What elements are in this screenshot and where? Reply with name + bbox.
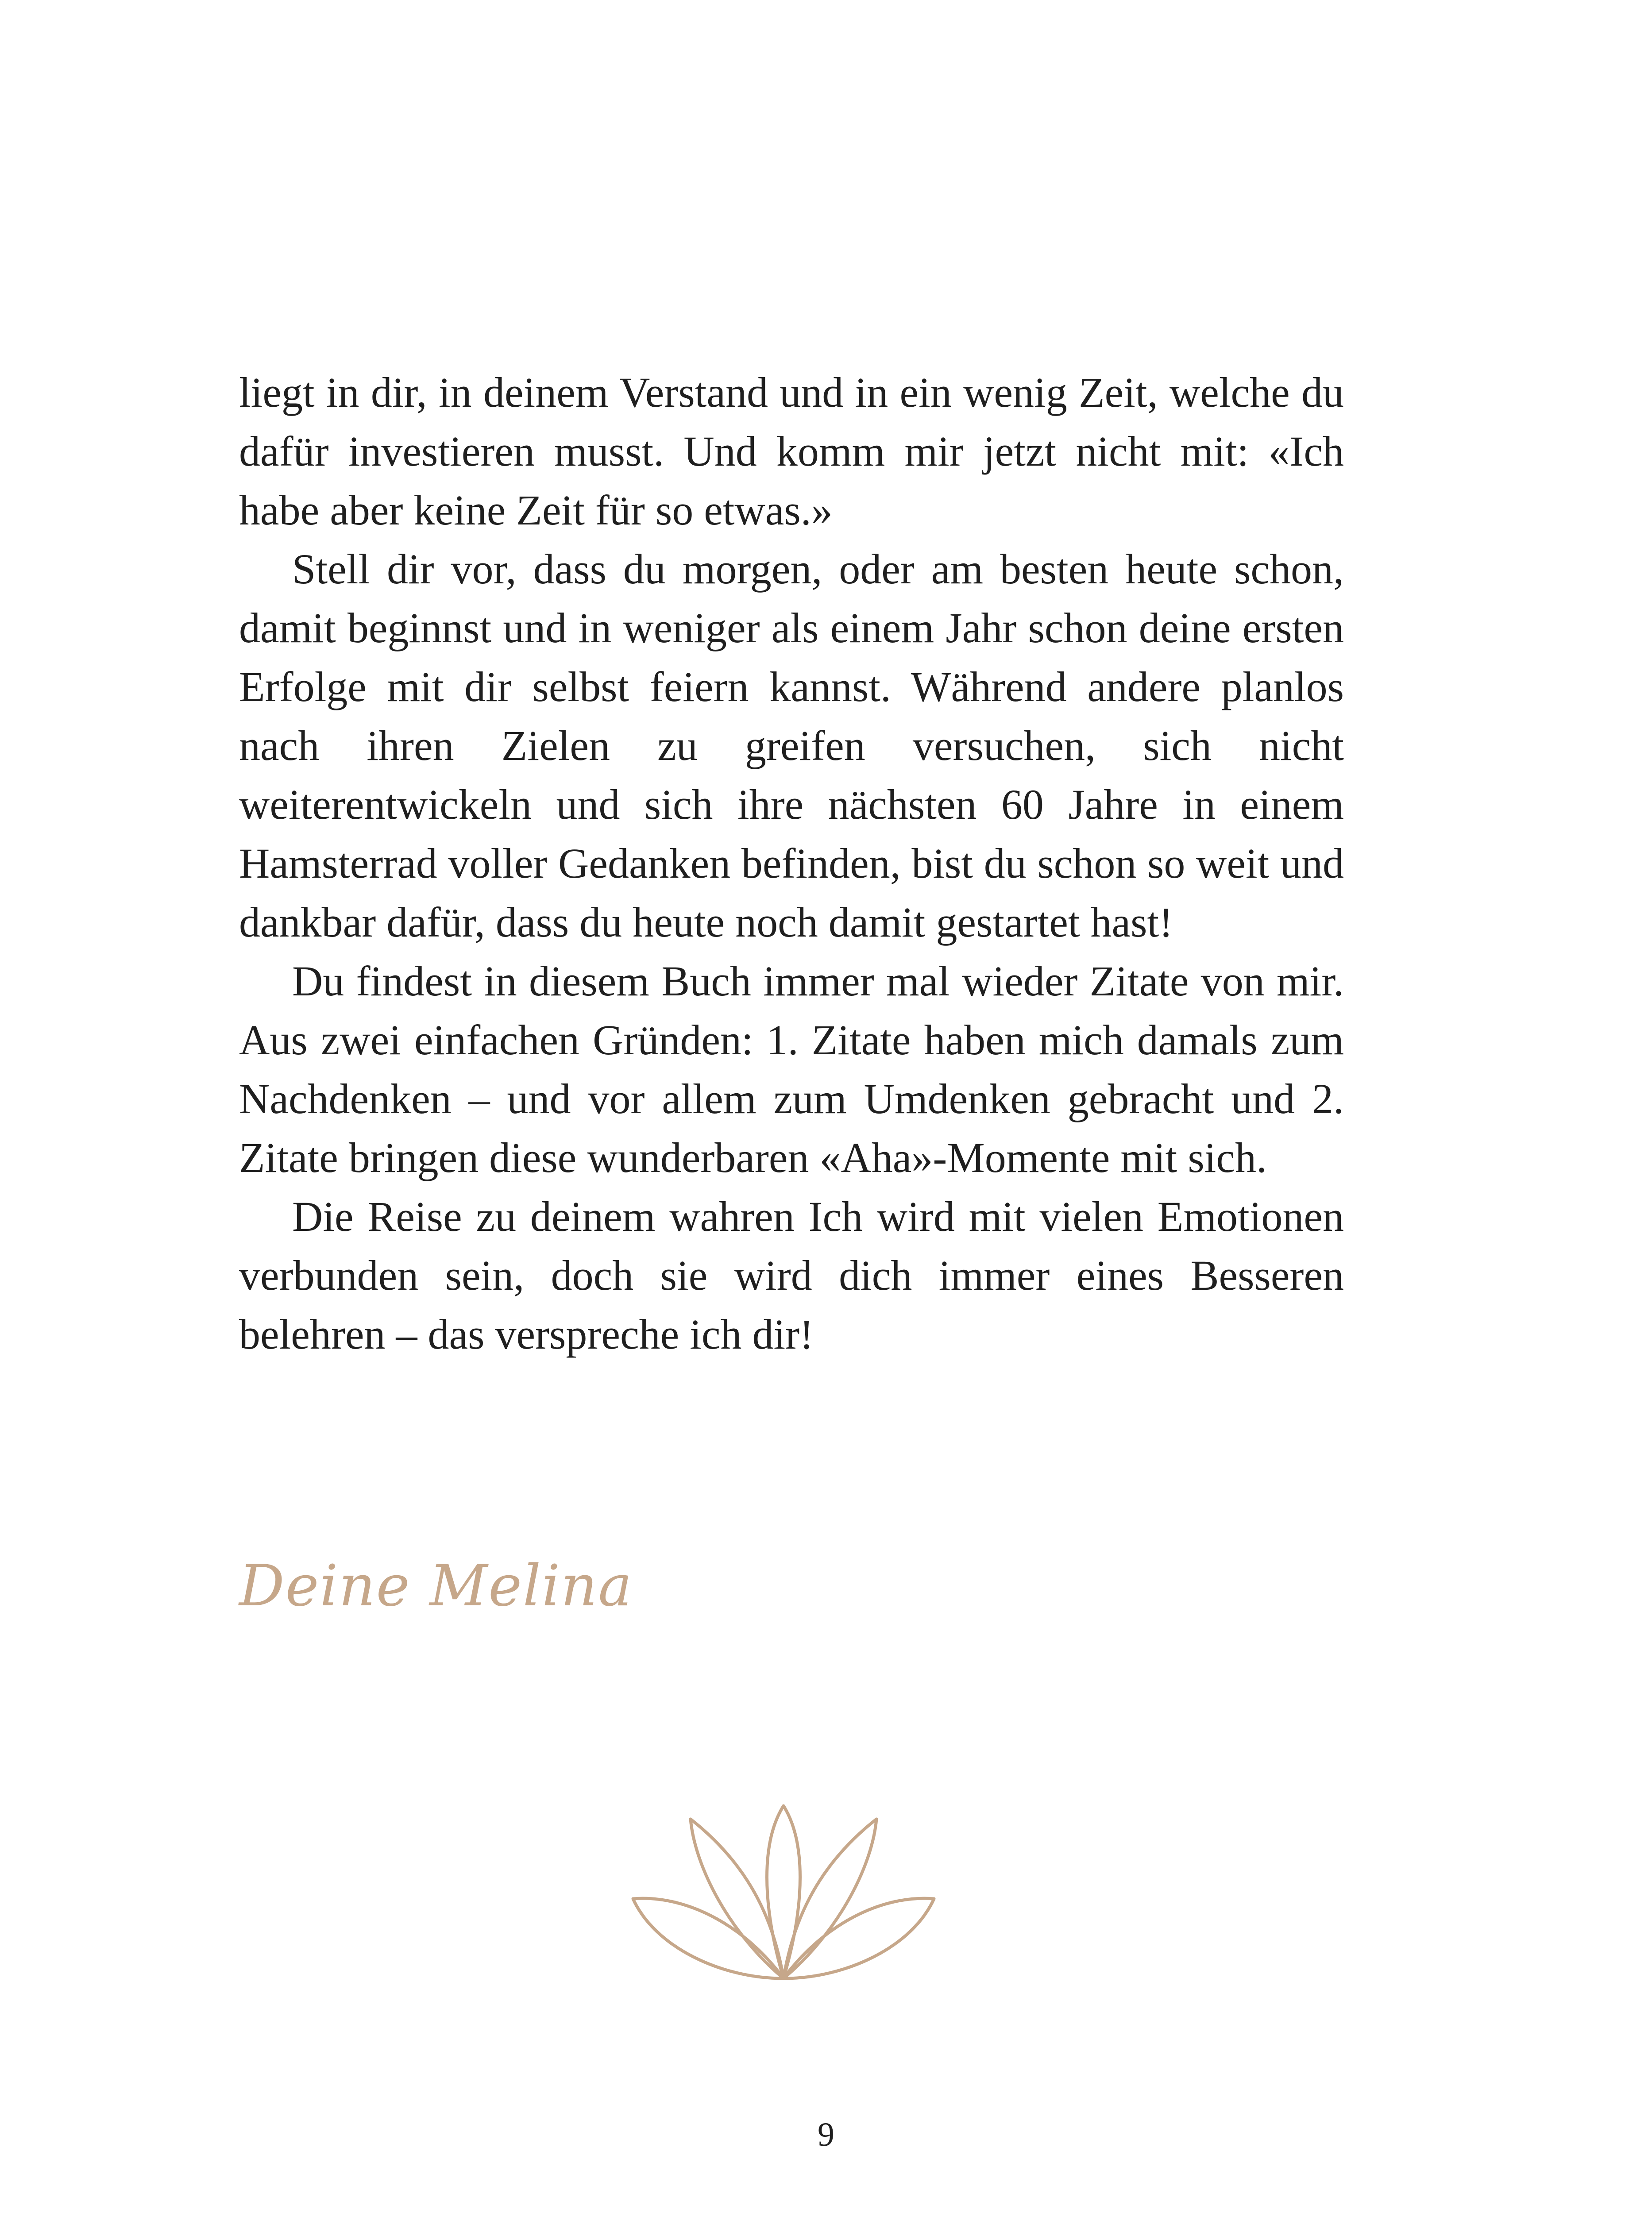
paragraph-3: Du findest in diesem Buch immer mal wieder Zitate von mir. Aus zwei einfachen Gründen: 1. Zitate haben mich damals zum Nachdenken – und vor allem zum Umdenken gebracht und 2. Zitate bringen diese wunderbaren «Aha»-Momente mit sich.: [239, 957, 1344, 1181]
paragraph-1: liegt in dir, in deinem Verstand und in ein wenig Zeit, welche du dafür investieren musst. Und komm mir jetzt nicht mit: «Ich habe aber keine Zeit für so etwas.»: [239, 369, 1344, 534]
signature: Deine Melina: [239, 1553, 633, 1619]
body-text: [239, 363, 1344, 1364]
page-number: 9: [818, 2116, 834, 2153]
paragraph-2: Stell dir vor, dass du morgen, oder am besten heute schon, damit beginnst und in weniger als einem Jahr schon deine ersten Erfolge mit dir selbst feiern kannst. Während andere planlos nach ihren Zielen zu greifen versuchen, sich nicht weiterentwickeln und sich ihre nächsten 60 Jahre in einem Hamsterrad voller Gedanken befinden, bist du schon so weit und dankbar dafür, dass du heute noch damit gestartet hast!: [239, 545, 1344, 946]
paragraph-4: Die Reise zu deinem wahren Ich wird mit vielen Emotionen verbunden sein, doch sie wird dich immer eines Besseren belehren – das verspreche ich dir!: [239, 1193, 1344, 1358]
lotus-icon: [629, 1801, 938, 1996]
